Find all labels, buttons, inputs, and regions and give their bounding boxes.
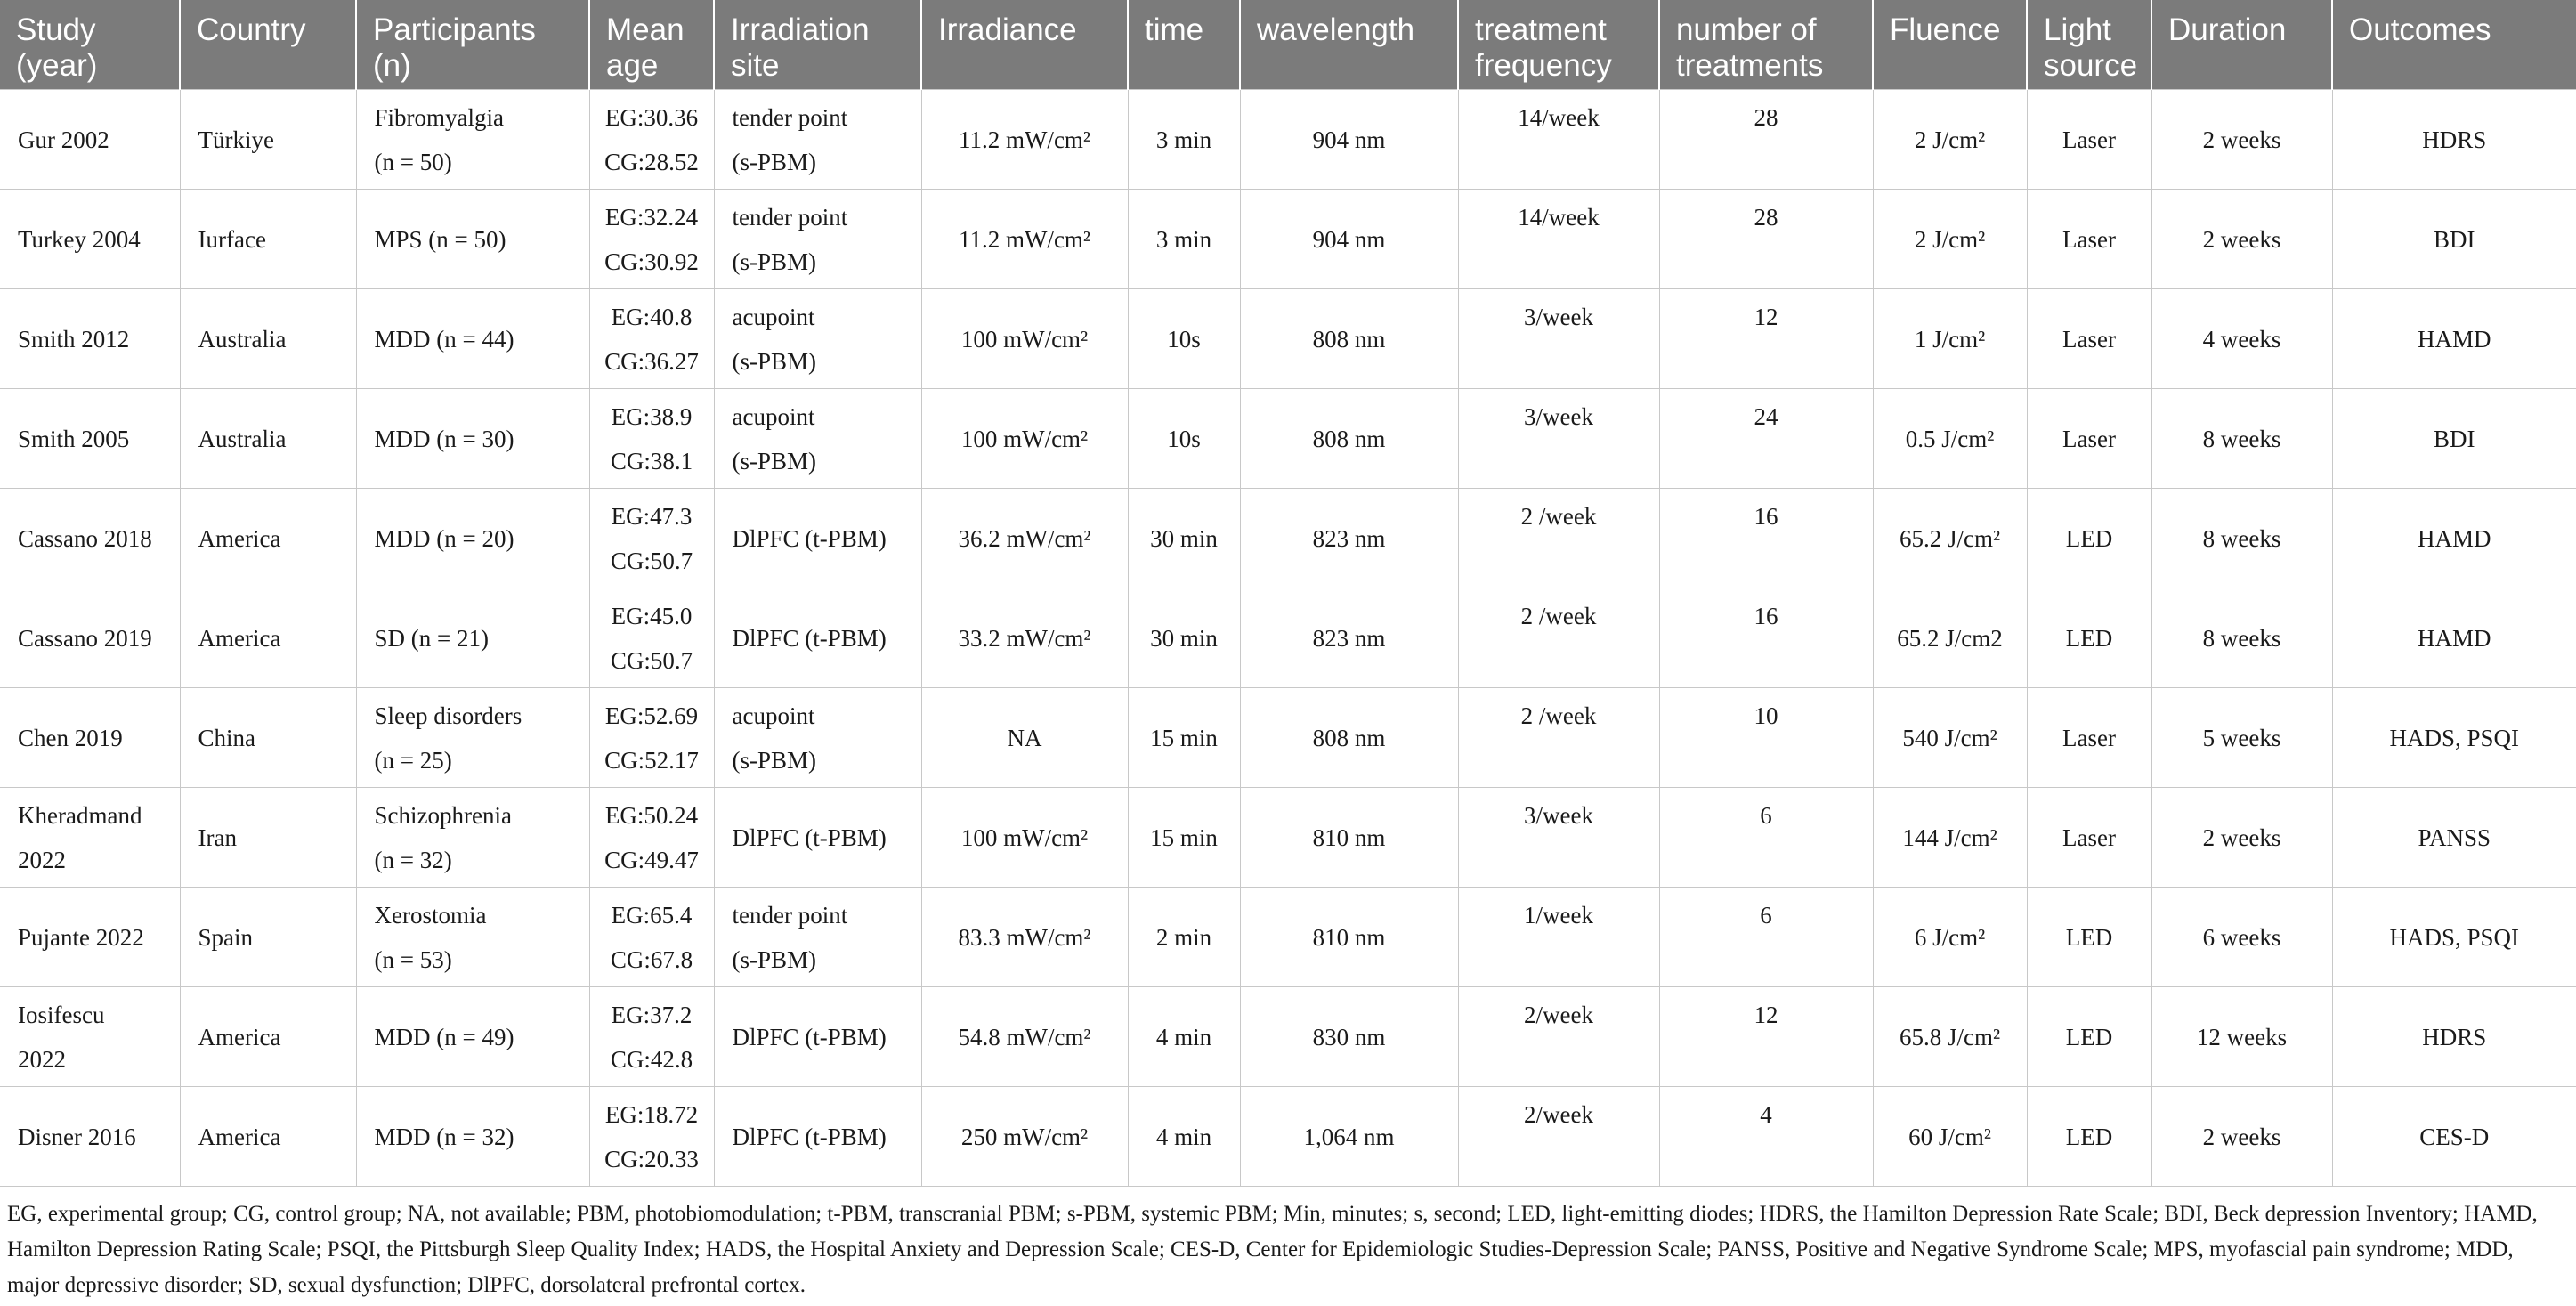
cell-wavelength: 1,064 nm bbox=[1240, 1087, 1458, 1187]
header-text: (year) bbox=[16, 48, 98, 83]
cell-country: Spain bbox=[180, 888, 356, 987]
cell-light-source: Laser bbox=[2027, 688, 2151, 788]
cell-irradiation-site bbox=[714, 1087, 921, 1187]
cell-study bbox=[0, 788, 180, 888]
cell-fluence: 60 J/cm² bbox=[1873, 1087, 2027, 1187]
cell-number-of-treatments: 10 bbox=[1659, 688, 1873, 788]
cell-mean-age bbox=[589, 987, 714, 1087]
cell-duration: 8 weeks bbox=[2151, 588, 2332, 688]
cell-participants bbox=[356, 788, 589, 888]
cell-irradiance: 100 mW/cm² bbox=[921, 389, 1128, 489]
cell-text: CG:52.17 bbox=[604, 746, 699, 774]
cell-duration: 8 weeks bbox=[2151, 389, 2332, 489]
cell-study bbox=[0, 289, 180, 389]
cell-duration: 2 weeks bbox=[2151, 1087, 2332, 1187]
cell-study bbox=[0, 688, 180, 788]
cell-treatment-frequency: 2/week bbox=[1458, 1087, 1659, 1187]
cell-duration: 2 weeks bbox=[2151, 788, 2332, 888]
cell-participants bbox=[356, 987, 589, 1087]
cell-text: MDD (n = 30) bbox=[374, 425, 514, 452]
cell-treatment-frequency: 2 /week bbox=[1458, 688, 1659, 788]
cell-outcomes: BDI bbox=[2332, 389, 2576, 489]
cell-study bbox=[0, 888, 180, 987]
header-text: Irradiation bbox=[731, 12, 870, 47]
cell-mean-age bbox=[589, 588, 714, 688]
cell-text: EG:30.36 bbox=[604, 103, 699, 131]
cell-number-of-treatments: 28 bbox=[1659, 90, 1873, 190]
cell-number-of-treatments: 6 bbox=[1659, 888, 1873, 987]
cell-text: Smith 2005 bbox=[18, 425, 130, 452]
cell-number-of-treatments: 28 bbox=[1659, 190, 1873, 289]
cell-text: tender point bbox=[732, 901, 848, 929]
cell-text: Schizophrenia bbox=[374, 801, 512, 829]
cell-text: MDD (n = 32) bbox=[374, 1123, 514, 1150]
cell-text: Chen 2019 bbox=[18, 724, 123, 751]
cell-number-of-treatments: 12 bbox=[1659, 289, 1873, 389]
cell-text: DlPFC (t-PBM) bbox=[732, 1023, 887, 1050]
header-row bbox=[0, 0, 2576, 90]
cell-text: Iosifescu bbox=[18, 1001, 105, 1028]
header-text: treatments bbox=[1676, 48, 1824, 83]
cell-fluence: 144 J/cm² bbox=[1873, 788, 2027, 888]
cell-treatment-frequency: 3/week bbox=[1458, 389, 1659, 489]
table-footnote: EG, experimental group; CG, control group; NA, not available; PBM, photobiomodulation; t-PBM, transcranial PBM; s-PBM, systemic PBM; Min, minutes; s, second; LED, light-emitting diodes; HDRS, the Hamilton Depression Rate Scale; BDI, Beck depression Inventory; HAMD, Hamilton Depression Rating Scale; PSQI, the Pittsburgh Sleep Quality Index; HADS, the Hospital Anxiety and Depression Scale; CES-D, Center for Epidemiologic Studies-Depression Scale; PANSS, Positive and Negative Syndrome Scale; MPS, myofascial pain syndrome; MDD, major depressive disorder; SD, sexual dysfunction; DlPFC, dorsolateral prefrontal cortex. bbox=[7, 1202, 2538, 1297]
cell-treatment-frequency: 2/week bbox=[1458, 987, 1659, 1087]
cell-wavelength: 823 nm bbox=[1240, 489, 1458, 588]
header-text: age bbox=[606, 48, 659, 83]
cell-fluence: 6 J/cm² bbox=[1873, 888, 2027, 987]
cell-mean-age bbox=[589, 389, 714, 489]
cell-irradiation-site bbox=[714, 588, 921, 688]
table-row bbox=[0, 489, 2576, 588]
cell-text: EG:65.4 bbox=[611, 901, 693, 929]
cell-participants bbox=[356, 888, 589, 987]
cell-study bbox=[0, 1087, 180, 1187]
cell-treatment-frequency: 3/week bbox=[1458, 289, 1659, 389]
cell-light-source: Laser bbox=[2027, 389, 2151, 489]
cell-study bbox=[0, 489, 180, 588]
cell-duration: 12 weeks bbox=[2151, 987, 2332, 1087]
column-header-study-year bbox=[0, 0, 180, 90]
cell-text: CG:50.7 bbox=[610, 646, 693, 674]
table-row bbox=[0, 788, 2576, 888]
cell-text: Fibromyalgia bbox=[374, 103, 504, 131]
cell-text: MDD (n = 20) bbox=[374, 524, 514, 552]
column-header-participants bbox=[356, 0, 589, 90]
cell-irradiance: 33.2 mW/cm² bbox=[921, 588, 1128, 688]
cell-time: 15 min bbox=[1128, 688, 1240, 788]
cell-country: America bbox=[180, 588, 356, 688]
cell-irradiation-site bbox=[714, 489, 921, 588]
header-text: number of bbox=[1676, 12, 1817, 47]
header-text: time bbox=[1145, 12, 1204, 47]
cell-duration: 5 weeks bbox=[2151, 688, 2332, 788]
cell-treatment-frequency: 2 /week bbox=[1458, 588, 1659, 688]
cell-time: 4 min bbox=[1128, 987, 1240, 1087]
cell-time: 15 min bbox=[1128, 788, 1240, 888]
cell-text: DlPFC (t-PBM) bbox=[732, 524, 887, 552]
cell-light-source: Laser bbox=[2027, 289, 2151, 389]
table-row bbox=[0, 389, 2576, 489]
cell-irradiance: 36.2 mW/cm² bbox=[921, 489, 1128, 588]
cell-light-source: Laser bbox=[2027, 90, 2151, 190]
cell-text: Xerostomia bbox=[374, 901, 487, 929]
cell-outcomes: HADS, PSQI bbox=[2332, 688, 2576, 788]
cell-irradiation-site bbox=[714, 389, 921, 489]
column-header-fluence bbox=[1873, 0, 2027, 90]
cell-country: America bbox=[180, 1087, 356, 1187]
header-text: (n) bbox=[373, 48, 411, 83]
header-text: Irradiance bbox=[938, 12, 1077, 47]
cell-wavelength: 808 nm bbox=[1240, 289, 1458, 389]
column-header-time bbox=[1128, 0, 1240, 90]
cell-wavelength: 904 nm bbox=[1240, 90, 1458, 190]
cell-fluence: 65.8 J/cm² bbox=[1873, 987, 2027, 1087]
cell-country: America bbox=[180, 489, 356, 588]
cell-text: (s-PBM) bbox=[732, 148, 817, 175]
cell-treatment-frequency: 2 /week bbox=[1458, 489, 1659, 588]
cell-country: Australia bbox=[180, 289, 356, 389]
header-text: wavelength bbox=[1257, 12, 1415, 47]
cell-duration: 6 weeks bbox=[2151, 888, 2332, 987]
cell-participants bbox=[356, 389, 589, 489]
cell-text: Pujante 2022 bbox=[18, 923, 144, 951]
cell-outcomes: HAMD bbox=[2332, 289, 2576, 389]
cell-irradiance: 100 mW/cm² bbox=[921, 289, 1128, 389]
table-row bbox=[0, 90, 2576, 190]
table-row bbox=[0, 888, 2576, 987]
cell-irradiation-site bbox=[714, 788, 921, 888]
cell-treatment-frequency: 14/week bbox=[1458, 190, 1659, 289]
cell-text: CG:67.8 bbox=[610, 945, 693, 973]
cell-light-source: LED bbox=[2027, 1087, 2151, 1187]
column-header-treatment-frequency bbox=[1458, 0, 1659, 90]
header-text: frequency bbox=[1475, 48, 1612, 83]
cell-time: 4 min bbox=[1128, 1087, 1240, 1187]
column-header-irradiation-site bbox=[714, 0, 921, 90]
cell-time: 10s bbox=[1128, 389, 1240, 489]
cell-text: tender point bbox=[732, 203, 848, 231]
cell-irradiation-site bbox=[714, 190, 921, 289]
cell-text: 2022 bbox=[18, 846, 66, 873]
header-text: source bbox=[2044, 48, 2138, 83]
cell-text: Smith 2012 bbox=[18, 325, 130, 353]
cell-mean-age bbox=[589, 688, 714, 788]
column-header-number-of-treatments bbox=[1659, 0, 1873, 90]
cell-irradiation-site bbox=[714, 987, 921, 1087]
cell-irradiation-site bbox=[714, 888, 921, 987]
cell-irradiance: 83.3 mW/cm² bbox=[921, 888, 1128, 987]
cell-fluence: 2 J/cm² bbox=[1873, 190, 2027, 289]
cell-participants bbox=[356, 190, 589, 289]
column-header-duration bbox=[2151, 0, 2332, 90]
header-text: Country bbox=[197, 12, 306, 47]
cell-outcomes: HAMD bbox=[2332, 489, 2576, 588]
cell-light-source: LED bbox=[2027, 888, 2151, 987]
cell-irradiance: 11.2 mW/cm² bbox=[921, 90, 1128, 190]
cell-text: (s-PBM) bbox=[732, 945, 817, 973]
table-header bbox=[0, 0, 2576, 90]
cell-text: acupoint bbox=[732, 303, 815, 330]
table-row bbox=[0, 987, 2576, 1087]
cell-mean-age bbox=[589, 289, 714, 389]
cell-mean-age bbox=[589, 190, 714, 289]
cell-study bbox=[0, 588, 180, 688]
cell-text: CG:50.7 bbox=[610, 547, 693, 574]
cell-participants bbox=[356, 489, 589, 588]
cell-duration: 8 weeks bbox=[2151, 489, 2332, 588]
header-text: Outcomes bbox=[2349, 12, 2491, 47]
cell-text: Gur 2002 bbox=[18, 126, 109, 153]
cell-study bbox=[0, 389, 180, 489]
cell-study bbox=[0, 987, 180, 1087]
cell-mean-age bbox=[589, 90, 714, 190]
cell-participants bbox=[356, 90, 589, 190]
cell-time: 2 min bbox=[1128, 888, 1240, 987]
cell-text: EG:18.72 bbox=[604, 1100, 699, 1128]
cell-text: (n = 50) bbox=[374, 148, 452, 175]
cell-light-source: Laser bbox=[2027, 788, 2151, 888]
cell-text: (s-PBM) bbox=[732, 746, 817, 774]
table-row bbox=[0, 588, 2576, 688]
cell-time: 10s bbox=[1128, 289, 1240, 389]
cell-text: CG:30.92 bbox=[604, 247, 699, 275]
cell-text: 2022 bbox=[18, 1045, 66, 1073]
column-header-country bbox=[180, 0, 356, 90]
header-text: Participants bbox=[373, 12, 536, 47]
cell-outcomes: HAMD bbox=[2332, 588, 2576, 688]
cell-text: Sleep disorders bbox=[374, 702, 522, 729]
cell-fluence: 65.2 J/cm2 bbox=[1873, 588, 2027, 688]
cell-wavelength: 808 nm bbox=[1240, 389, 1458, 489]
cell-text: EG:38.9 bbox=[611, 402, 693, 430]
cell-country: America bbox=[180, 987, 356, 1087]
cell-text: CG:28.52 bbox=[604, 148, 699, 175]
cell-number-of-treatments: 6 bbox=[1659, 788, 1873, 888]
cell-time: 30 min bbox=[1128, 588, 1240, 688]
cell-text: CG:49.47 bbox=[604, 846, 699, 873]
header-text: Mean bbox=[606, 12, 685, 47]
cell-irradiation-site bbox=[714, 90, 921, 190]
cell-fluence: 65.2 J/cm² bbox=[1873, 489, 2027, 588]
cell-treatment-frequency: 1/week bbox=[1458, 888, 1659, 987]
cell-irradiance: 54.8 mW/cm² bbox=[921, 987, 1128, 1087]
cell-study bbox=[0, 90, 180, 190]
cell-country: Iran bbox=[180, 788, 356, 888]
cell-text: DlPFC (t-PBM) bbox=[732, 823, 887, 851]
cell-irradiation-site bbox=[714, 688, 921, 788]
cell-text: acupoint bbox=[732, 402, 815, 430]
cell-wavelength: 810 nm bbox=[1240, 888, 1458, 987]
cell-number-of-treatments: 4 bbox=[1659, 1087, 1873, 1187]
cell-text: CG:42.8 bbox=[610, 1045, 693, 1073]
cell-text: EG:32.24 bbox=[604, 203, 699, 231]
cell-text: DlPFC (t-PBM) bbox=[732, 1123, 887, 1150]
cell-irradiance: 100 mW/cm² bbox=[921, 788, 1128, 888]
cell-participants bbox=[356, 588, 589, 688]
cell-light-source: LED bbox=[2027, 588, 2151, 688]
cell-text: CG:38.1 bbox=[610, 447, 693, 475]
cell-outcomes: PANSS bbox=[2332, 788, 2576, 888]
cell-duration: 2 weeks bbox=[2151, 190, 2332, 289]
cell-text: DlPFC (t-PBM) bbox=[732, 624, 887, 652]
cell-irradiation-site bbox=[714, 289, 921, 389]
cell-number-of-treatments: 24 bbox=[1659, 389, 1873, 489]
cell-wavelength: 810 nm bbox=[1240, 788, 1458, 888]
cell-text: Disner 2016 bbox=[18, 1123, 136, 1150]
cell-number-of-treatments: 16 bbox=[1659, 588, 1873, 688]
cell-text: SD (n = 21) bbox=[374, 624, 489, 652]
cell-outcomes: BDI bbox=[2332, 190, 2576, 289]
cell-text: MPS (n = 50) bbox=[374, 225, 506, 253]
header-text: Study bbox=[16, 12, 96, 47]
cell-time: 30 min bbox=[1128, 489, 1240, 588]
cell-participants bbox=[356, 289, 589, 389]
table-row bbox=[0, 289, 2576, 389]
cell-study bbox=[0, 190, 180, 289]
cell-text: Kheradmand bbox=[18, 801, 142, 829]
cell-text: (s-PBM) bbox=[732, 347, 817, 375]
cell-text: MDD (n = 44) bbox=[374, 325, 514, 353]
cell-treatment-frequency: 14/week bbox=[1458, 90, 1659, 190]
cell-text: EG:37.2 bbox=[611, 1001, 693, 1028]
cell-text: (n = 25) bbox=[374, 746, 452, 774]
cell-irradiance: 11.2 mW/cm² bbox=[921, 190, 1128, 289]
cell-country: Iurface bbox=[180, 190, 356, 289]
table-row bbox=[0, 190, 2576, 289]
cell-text: (s-PBM) bbox=[732, 447, 817, 475]
cell-text: EG:40.8 bbox=[611, 303, 693, 330]
cell-treatment-frequency: 3/week bbox=[1458, 788, 1659, 888]
cell-light-source: Laser bbox=[2027, 190, 2151, 289]
cell-fluence: 2 J/cm² bbox=[1873, 90, 2027, 190]
cell-country: China bbox=[180, 688, 356, 788]
cell-outcomes: HADS, PSQI bbox=[2332, 888, 2576, 987]
cell-outcomes: HDRS bbox=[2332, 90, 2576, 190]
cell-wavelength: 830 nm bbox=[1240, 987, 1458, 1087]
cell-text: EG:52.69 bbox=[604, 702, 699, 729]
cell-irradiance: 250 mW/cm² bbox=[921, 1087, 1128, 1187]
cell-text: Cassano 2019 bbox=[18, 624, 152, 652]
cell-mean-age bbox=[589, 1087, 714, 1187]
cell-text: Cassano 2018 bbox=[18, 524, 152, 552]
table-body bbox=[0, 90, 2576, 1187]
cell-country: Türkiye bbox=[180, 90, 356, 190]
column-header-mean-age bbox=[589, 0, 714, 90]
cell-fluence: 0.5 J/cm² bbox=[1873, 389, 2027, 489]
cell-number-of-treatments: 16 bbox=[1659, 489, 1873, 588]
cell-light-source: LED bbox=[2027, 489, 2151, 588]
cell-time: 3 min bbox=[1128, 190, 1240, 289]
cell-mean-age bbox=[589, 788, 714, 888]
column-header-light-source bbox=[2027, 0, 2151, 90]
header-text: treatment bbox=[1475, 12, 1607, 47]
cell-fluence: 1 J/cm² bbox=[1873, 289, 2027, 389]
cell-wavelength: 808 nm bbox=[1240, 688, 1458, 788]
column-header-wavelength bbox=[1240, 0, 1458, 90]
cell-outcomes: HDRS bbox=[2332, 987, 2576, 1087]
header-text: Duration bbox=[2168, 12, 2287, 47]
cell-wavelength: 823 nm bbox=[1240, 588, 1458, 688]
cell-mean-age bbox=[589, 888, 714, 987]
cell-fluence: 540 J/cm² bbox=[1873, 688, 2027, 788]
cell-participants bbox=[356, 688, 589, 788]
cell-text: (n = 32) bbox=[374, 846, 452, 873]
cell-number-of-treatments: 12 bbox=[1659, 987, 1873, 1087]
cell-text: EG:45.0 bbox=[611, 602, 693, 629]
table-row bbox=[0, 1087, 2576, 1187]
cell-wavelength: 904 nm bbox=[1240, 190, 1458, 289]
header-text: site bbox=[731, 48, 780, 83]
header-text: Light bbox=[2044, 12, 2111, 47]
cell-text: EG:47.3 bbox=[611, 502, 693, 530]
table-row bbox=[0, 688, 2576, 788]
cell-duration: 2 weeks bbox=[2151, 90, 2332, 190]
cell-text: acupoint bbox=[732, 702, 815, 729]
cell-text: CG:36.27 bbox=[604, 347, 699, 375]
cell-text: (s-PBM) bbox=[732, 247, 817, 275]
column-header-outcomes bbox=[2332, 0, 2576, 90]
cell-text: MDD (n = 49) bbox=[374, 1023, 514, 1050]
cell-outcomes: CES-D bbox=[2332, 1087, 2576, 1187]
cell-text: Turkey 2004 bbox=[18, 225, 141, 253]
cell-light-source: LED bbox=[2027, 987, 2151, 1087]
cell-text: EG:50.24 bbox=[604, 801, 699, 829]
cell-text: (n = 53) bbox=[374, 945, 452, 973]
cell-text: tender point bbox=[732, 103, 848, 131]
cell-text: CG:20.33 bbox=[604, 1145, 699, 1172]
cell-duration: 4 weeks bbox=[2151, 289, 2332, 389]
header-text: Fluence bbox=[1890, 12, 2001, 47]
cell-time: 3 min bbox=[1128, 90, 1240, 190]
cell-irradiance: NA bbox=[921, 688, 1128, 788]
cell-mean-age bbox=[589, 489, 714, 588]
column-header-irradiance bbox=[921, 0, 1128, 90]
cell-participants bbox=[356, 1087, 589, 1187]
cell-country: Australia bbox=[180, 389, 356, 489]
